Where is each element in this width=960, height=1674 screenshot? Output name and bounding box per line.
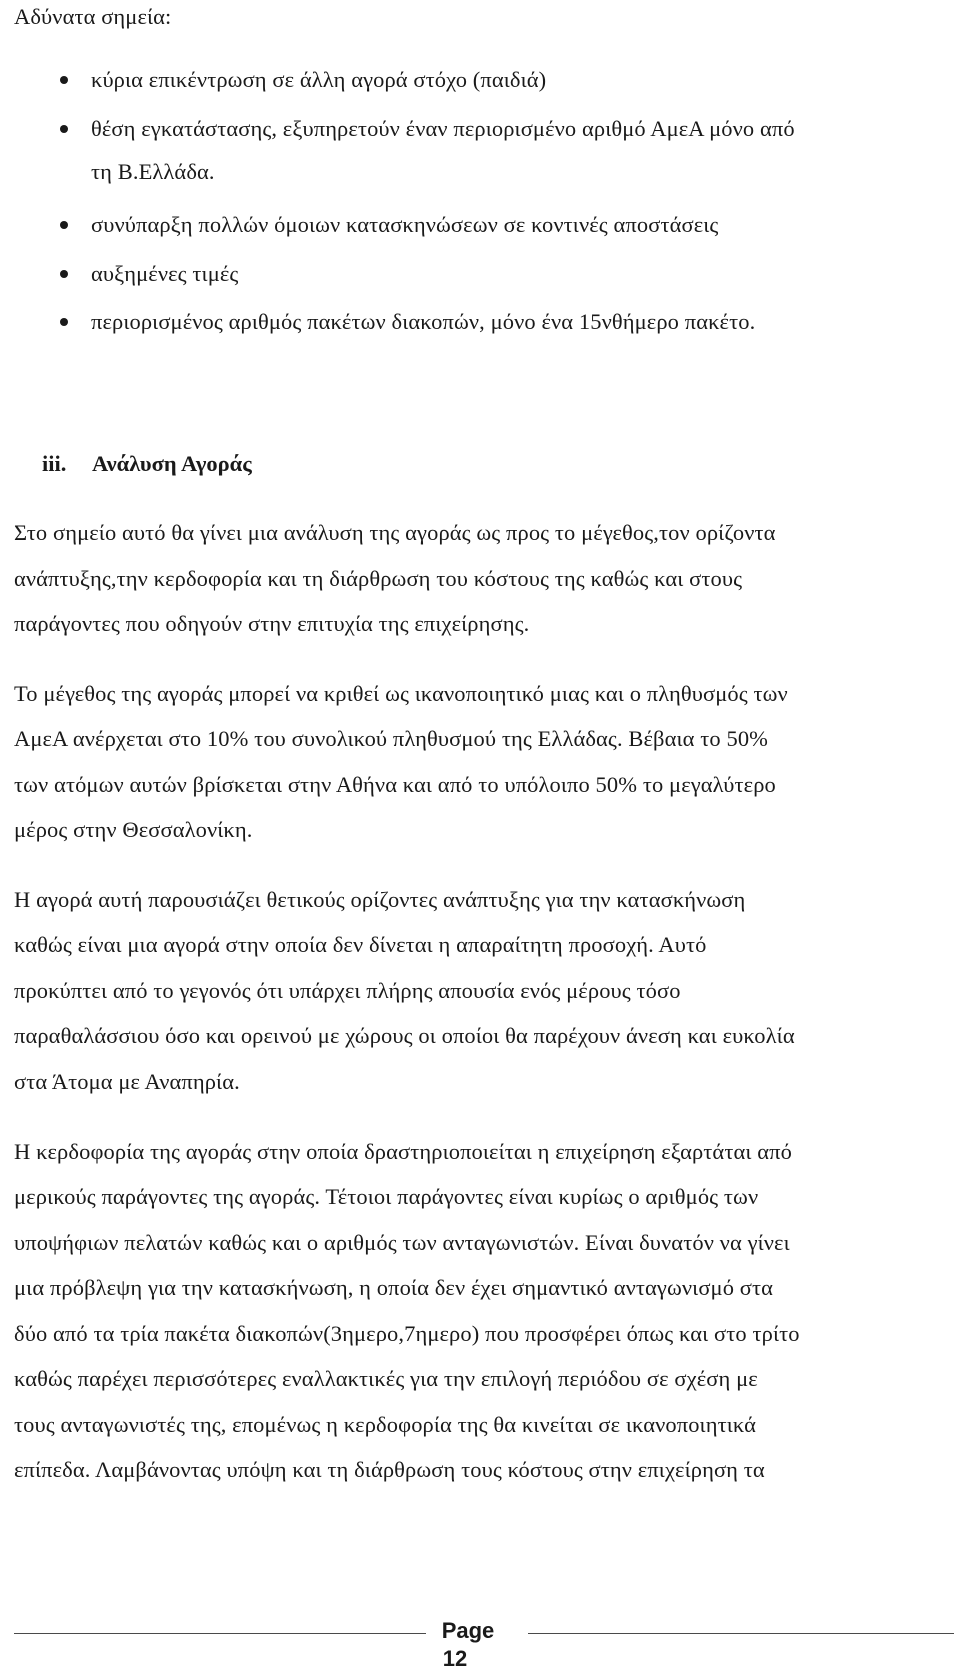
list-item: κύρια επικέντρωση σε άλλη αγορά στόχο (παιδιά) xyxy=(91,67,547,92)
paragraph-line: ανάπτυξης,την κερδοφορία και τη διάρθρωση του κόστους της καθώς και στους xyxy=(14,566,743,591)
paragraph-line: καθώς παρέχει περισσότερες εναλλακτικές για την επιλογή περιόδου σε σχέση με xyxy=(14,1366,758,1391)
paragraph-line: Στο σημείο αυτό θα γίνει μια ανάλυση της αγοράς ως προς το μέγεθος,τον ορίζοντα xyxy=(14,520,776,545)
list-item: αυξημένες τιμές xyxy=(91,261,239,286)
section-number: iii. xyxy=(42,451,67,476)
page-label: Page xyxy=(441,1618,495,1643)
bullet-icon xyxy=(60,318,68,326)
bullet-icon xyxy=(60,270,68,278)
section-title: Ανάλυση Αγοράς xyxy=(92,451,252,476)
paragraph-line: παράγοντες που οδηγούν στην επιτυχία της επιχείρησης. xyxy=(14,611,530,636)
paragraph-line: ΑμεΑ ανέρχεται στο 10% του συνολικού πληθυσμού της Ελλάδας. Βέβαια το 50% xyxy=(14,726,769,751)
list-item: περιορισμένος αριθμός πακέτων διακοπών, μόνο ένα 15νθήμερο πακέτο. xyxy=(91,309,756,334)
bullet-icon xyxy=(60,125,68,133)
bullet-icon xyxy=(60,76,68,84)
paragraph-line: στα Άτομα με Αναπηρία. xyxy=(14,1069,240,1094)
paragraph-line: μέρος στην Θεσσαλονίκη. xyxy=(14,817,253,842)
paragraph-line: των ατόμων αυτών βρίσκεται στην Αθήνα και από το υπόλοιπο 50% το μεγαλύτερο xyxy=(14,772,776,797)
paragraph-line: παραθαλάσσιου όσο και ορεινού με χώρους οι οποίοι θα παρέχουν άνεση και ευκολία xyxy=(14,1023,795,1048)
paragraph-line: μερικούς παράγοντες της αγοράς. Τέτοιοι παράγοντες είναι κυρίως ο αριθμός των xyxy=(14,1184,759,1209)
paragraph-line: προκύπτει από το γεγονός ότι υπάρχει πλήρης απουσία ενός μέρους τόσο xyxy=(14,978,681,1003)
footer-rule-left xyxy=(14,1633,426,1634)
paragraph-line: υποψήφιων πελατών καθώς και ο αριθμός των ανταγωνιστών. Είναι δυνατόν να γίνει xyxy=(14,1230,790,1255)
paragraph-line: επίπεδα. Λαμβάνοντας υπόψη και τη διάρθρωση τους κόστους στην επιχείρηση τα xyxy=(14,1457,765,1482)
paragraph-line: Η κερδοφορία της αγοράς στην οποία δραστηριοποιείται η επιχείρηση εξαρτάται από xyxy=(14,1139,792,1164)
paragraph-line: καθώς είναι μια αγορά στην οποία δεν δίνεται η απαραίτητη προσοχή. Αυτό xyxy=(14,932,707,957)
weaknesses-title: Αδύνατα σημεία: xyxy=(14,4,172,29)
paragraph-line: Η αγορά αυτή παρουσιάζει θετικούς ορίζοντες ανάπτυξης για την κατασκήνωση xyxy=(14,887,746,912)
bullet-icon xyxy=(60,221,68,229)
paragraph-line: Το μέγεθος της αγοράς μπορεί να κριθεί ως ικανοποιητικό μιας και ο πληθυσμός των xyxy=(14,681,788,706)
list-item-continuation: τη Β.Ελλάδα. xyxy=(91,159,215,184)
list-item: συνύπαρξη πολλών όμοιων κατασκηνώσεων σε κοντινές αποστάσεις xyxy=(91,212,719,237)
list-item: θέση εγκατάστασης, εξυπηρετούν έναν περιορισμένο αριθμό ΑμεΑ μόνο από xyxy=(91,116,795,141)
paragraph-line: μια πρόβλεψη για την κατασκήνωση, η οποία δεν έχει σημαντικό ανταγωνισμό στα xyxy=(14,1275,774,1300)
paragraph-line: δύο από τα τρία πακέτα διακοπών(3ημερο,7ημερο) που προσφέρει όπως και στο τρίτο xyxy=(14,1321,800,1346)
page-number: 12 xyxy=(442,1646,468,1671)
footer-rule-right xyxy=(528,1633,954,1634)
paragraph-line: τους ανταγωνιστές της, επομένως η κερδοφορία της θα κινείται σε ικανοποιητικά xyxy=(14,1412,757,1437)
